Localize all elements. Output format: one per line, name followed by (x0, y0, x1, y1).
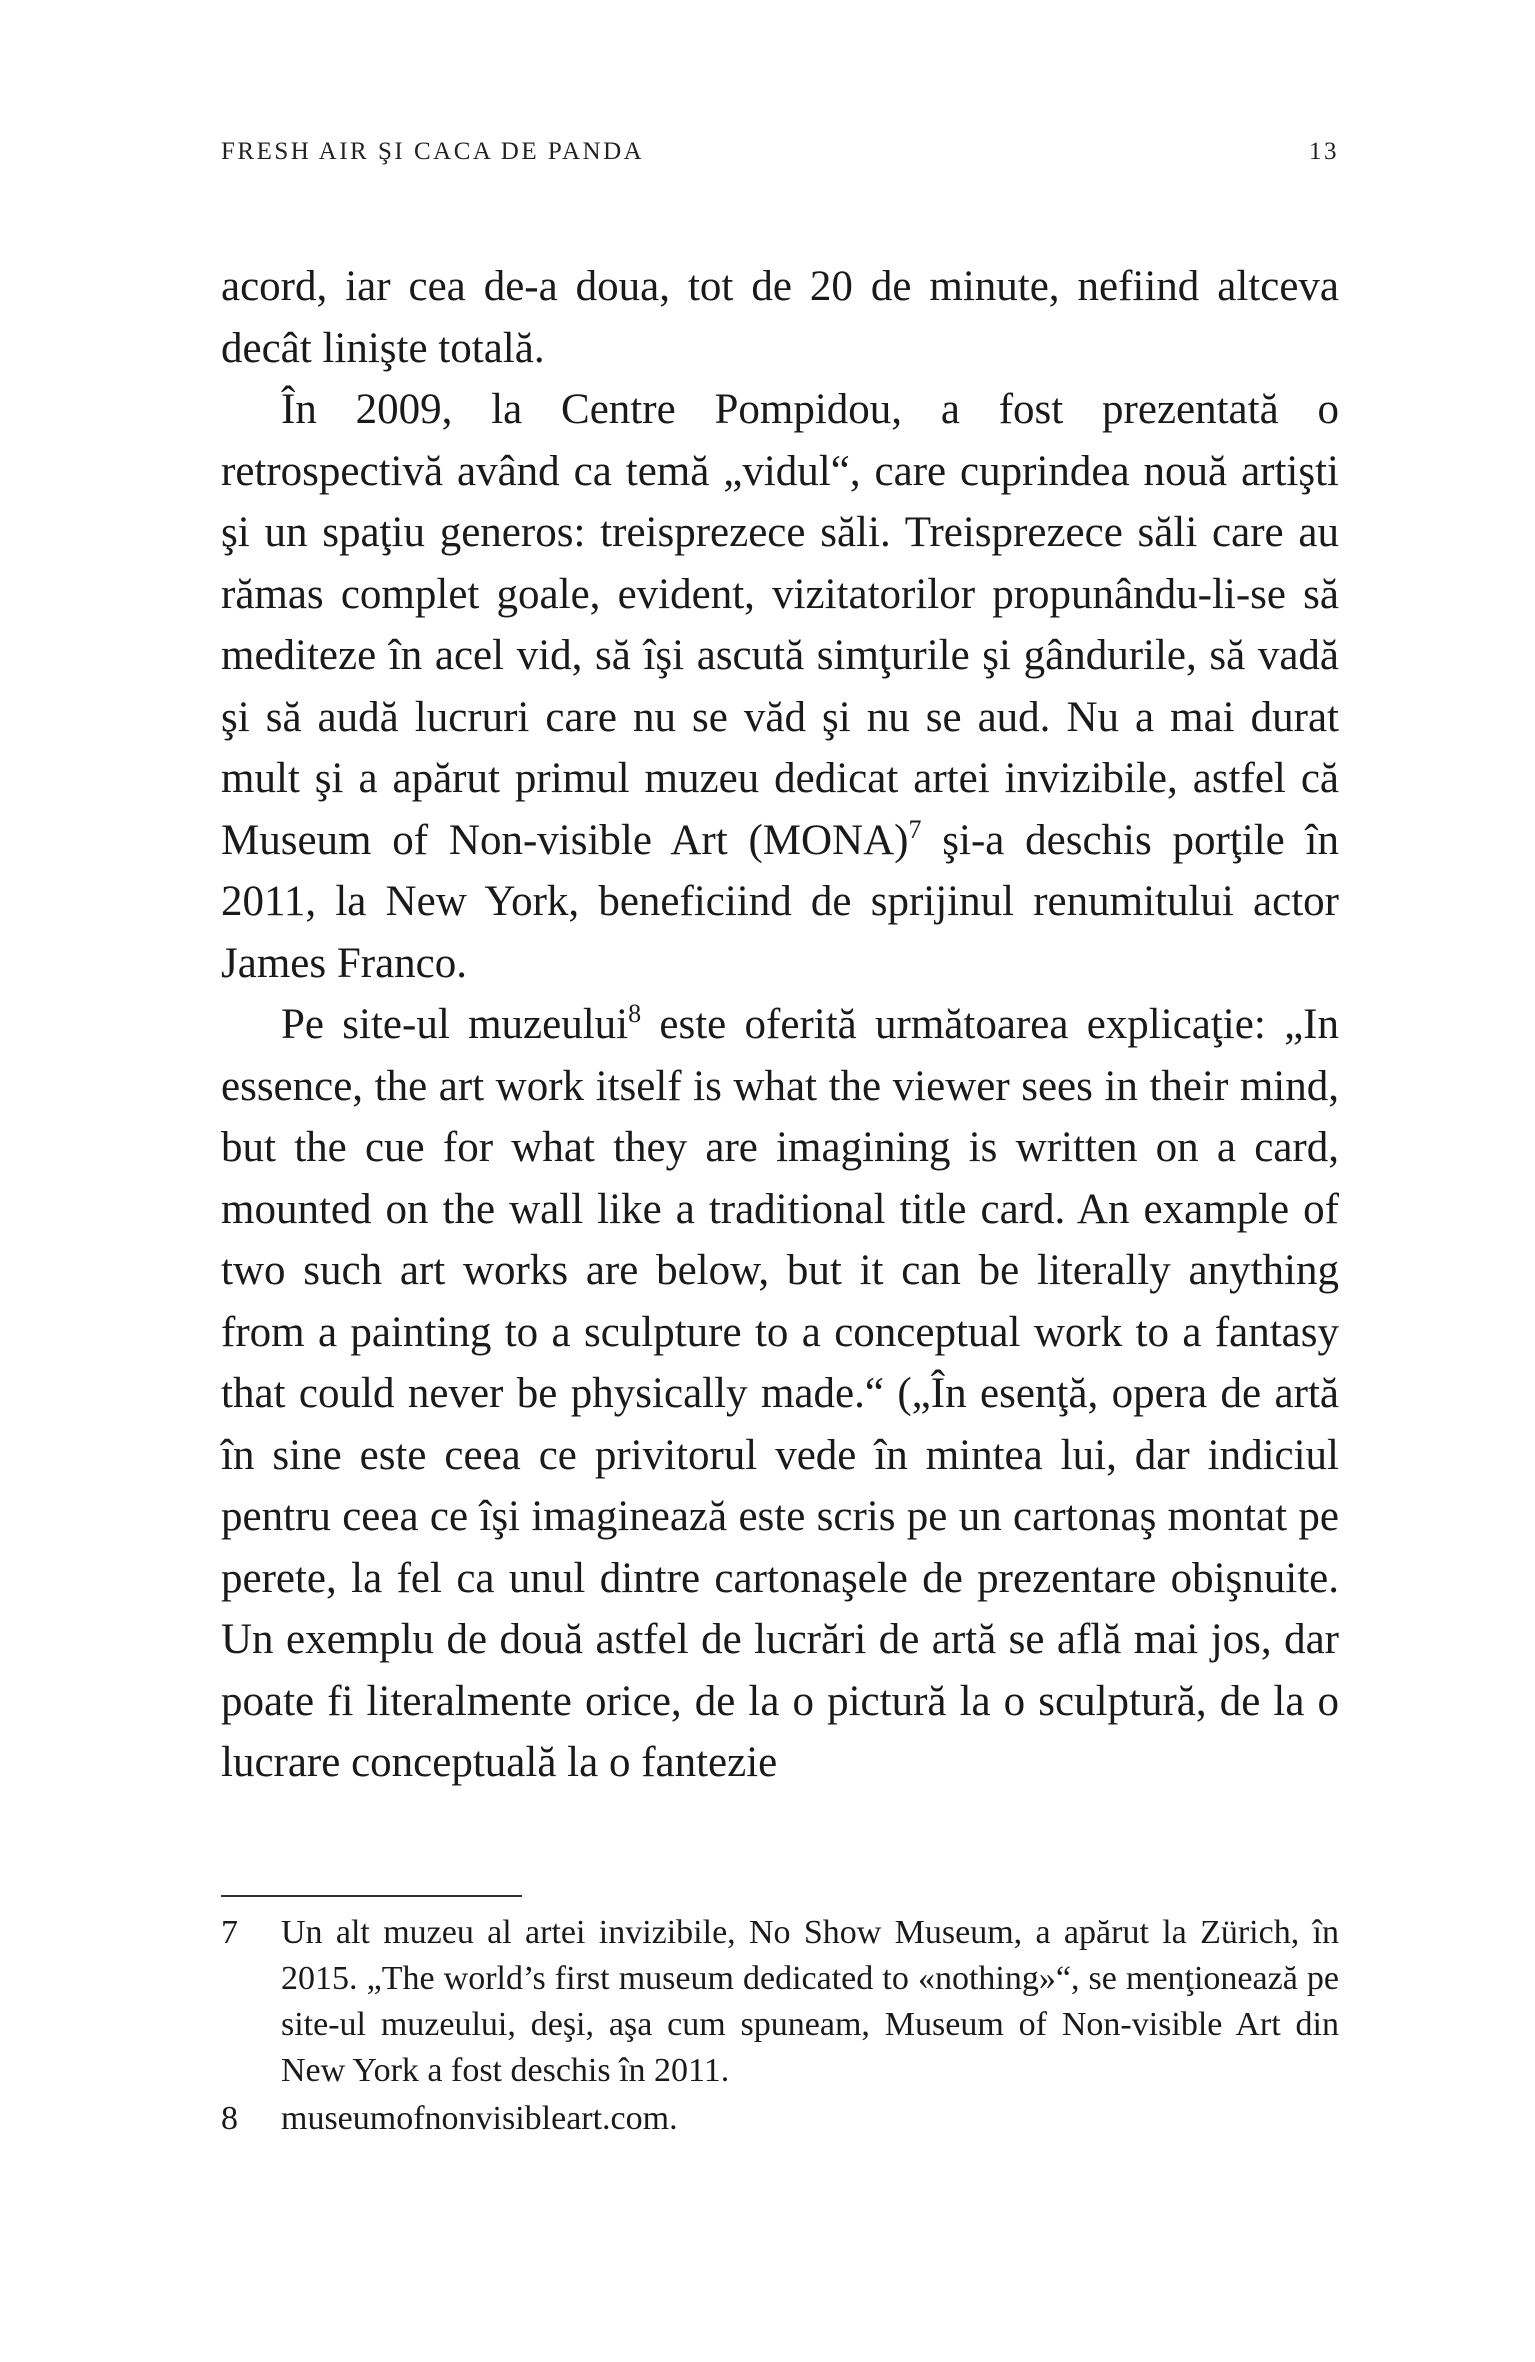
footnote-8 (221, 2096, 1339, 2142)
paragraph-text: În 2009, la Centre Pompidou, a fost prezentată o retrospectivă având ca temă „vidul“, care cuprindea nouă artişti şi un spaţiu generos: treisprezece săli. Treisprezece săli care au rămas complet goale, evident, vizitatorilor propunându-li-se să mediteze în acel vid, să îşi ascută simţurile şi gândurile, să vadă şi să audă lucruri care nu se văd şi nu se aud. Nu a mai durat mult şi a apărut primul muzeu dedicat artei invizibile, astfel că Museum of Non-visible Art (MONA) (221, 386, 1339, 864)
running-title: FRESH AIR ŞI CACA DE PANDA (221, 138, 645, 165)
footnote-ref-8[interactable]: 8 (628, 999, 642, 1028)
paragraph-text: este oferită următoarea explicaţie: „In essence, the art work itself is what the viewer sees in their mind, but the cue for what they are imagining is written on a card, mounted on the wall like a traditional title card. An example of two such art works are below, but it can be literally anything from a painting to a sculpture to a conceptual work to a fantasy that could never be physically made.“ („În esenţă, opera de artă în sine este ceea ce privitorul vede în mintea lui, dar indiciul pentru ceea ce îşi imaginează este scris pe un cartonaş montat pe perete, la fel ca unul dintre cartonaşele de prezentare obişnuite. Un exemplu de două astfel de lucrări de artă se află mai jos, dar poate fi literalmente orice, de la o pictură la o sculptură, de la o lucrare conceptuală la o fantezie (221, 1001, 1339, 1786)
footnote-7 (221, 1910, 1339, 2094)
paragraph-text: Pe site-ul muzeului (281, 1001, 629, 1048)
main-text (221, 256, 1339, 1794)
running-header (221, 138, 1339, 178)
paragraph-museum-site (221, 994, 1339, 1794)
footnote-text: museumofnonvisibleart.com. (281, 2100, 678, 2137)
page-number: 13 (1309, 138, 1339, 165)
paragraph-continued: acord, iar cea de-a doua, tot de 20 de minute, nefiind altceva decât linişte totală. (221, 263, 1339, 372)
footnotes (221, 1910, 1339, 2142)
footnote-divider (221, 1895, 522, 1897)
paragraph-text: şi-a deschis porţile în 2011, la New York, beneficiind de sprijinul renumitului actor James Franco. (221, 816, 1339, 987)
paragraph-pompidou (221, 379, 1339, 994)
footnote-text: Un alt muzeu al artei invizibile, No Show Museum, a apărut la Zürich, în 2015. „The world’s first museum dedicated to «nothing»“, se menţionează pe site-ul muzeului, deşi, aşa cum spuneam, Museum of Non-visible Art din New York a fost deschis în 2011. (281, 1914, 1339, 2089)
footnote-number: 7 (221, 1914, 238, 1951)
footnote-number: 8 (221, 2100, 238, 2137)
footnote-ref-7[interactable]: 7 (908, 814, 922, 844)
